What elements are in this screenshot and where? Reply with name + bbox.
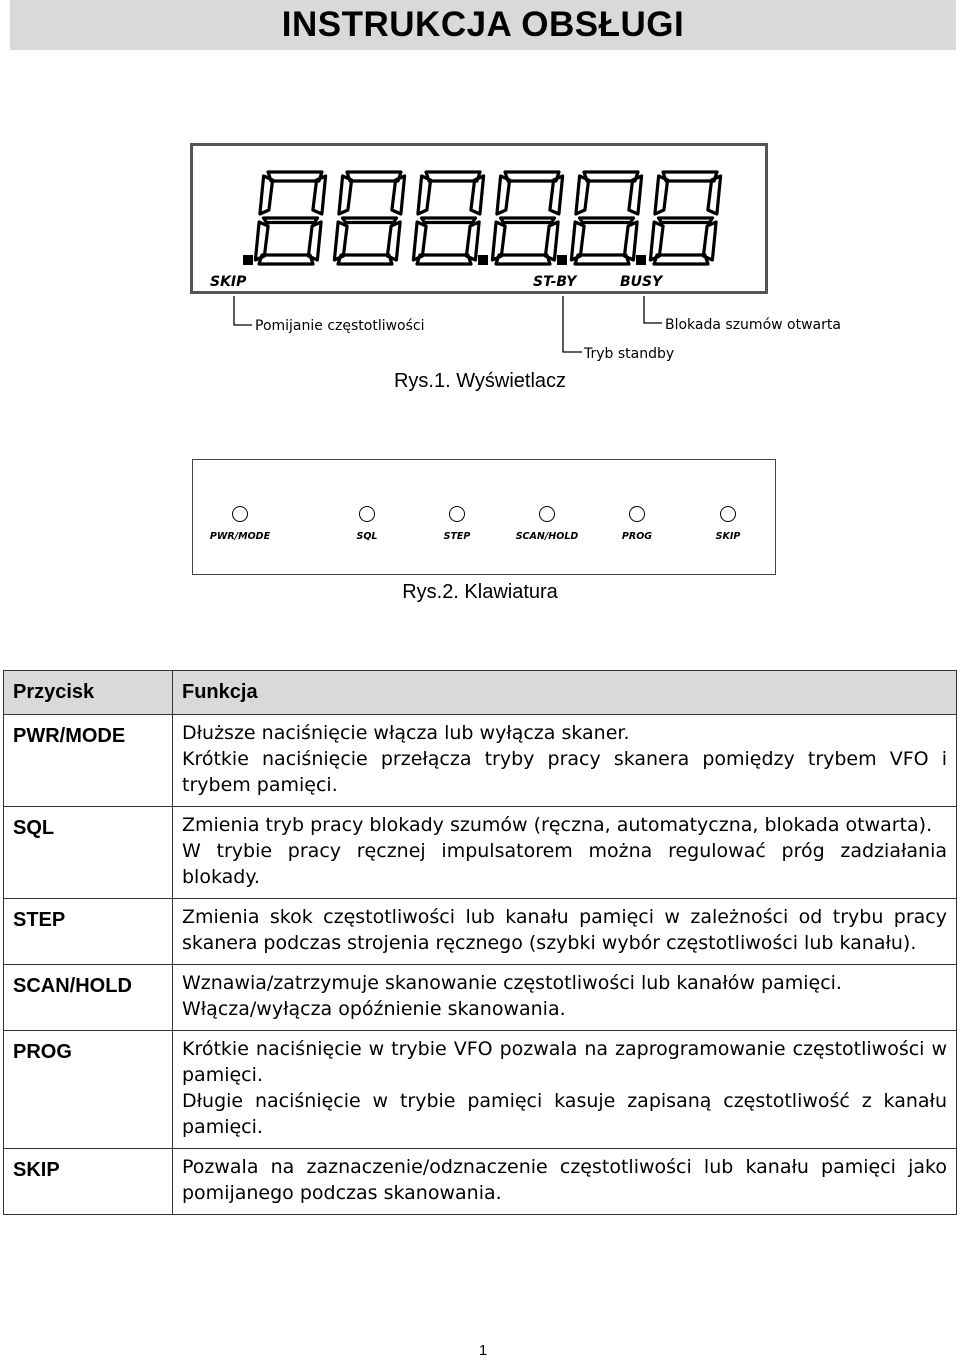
led-icon [720, 506, 736, 522]
table-row [4, 899, 957, 965]
row-function [173, 1031, 957, 1149]
header-button: Przycisk [4, 671, 173, 715]
table-header-row [4, 671, 957, 715]
stby-callout-label: Tryb standby [584, 346, 675, 362]
key-prog[interactable] [587, 506, 687, 542]
led-icon [359, 506, 375, 522]
header-function: Funkcja [173, 671, 957, 715]
skip-indicator: SKIP [210, 274, 247, 290]
function-line: Włącza/wyłącza opóźnienie skanowania. [182, 998, 566, 1020]
busy-indicator: BUSY [620, 274, 663, 290]
led-icon [449, 506, 465, 522]
decimal-point [243, 255, 253, 265]
row-function [173, 899, 957, 965]
stby-indicator: ST-BY [533, 274, 577, 290]
row-button: SKIP [4, 1149, 173, 1215]
display-segment [347, 172, 401, 181]
display-figure [0, 0, 960, 380]
row-function [173, 965, 957, 1031]
display-segment [663, 172, 717, 181]
function-line: Zmienia skok częstotliwości lub kanału pamięci w zależności od trybu pracy skanera podczas strojenia ręcznego (szybki wybór częstotliwości lub kanału). [182, 906, 947, 954]
row-button: PWR/MODE [4, 715, 173, 807]
display-segment [501, 218, 555, 223]
display-segment [422, 218, 476, 223]
key-label: PWR/MODE [209, 531, 271, 542]
figure2-caption: Rys.2. Klawiatura [402, 581, 558, 603]
display-segment [338, 255, 392, 264]
skip-callout-label: Pomijanie częstotliwości [255, 318, 425, 334]
row-button: SQL [4, 807, 173, 899]
busy-callout-line [644, 296, 662, 323]
function-line: Długie naciśnięcie w trybie pamięci kasuje zapisaną częstotliwość z kanału pamięci. [182, 1090, 947, 1138]
key-label: SQL [356, 531, 378, 542]
keyboard-panel [192, 459, 776, 575]
key-pwr-mode[interactable] [190, 506, 290, 542]
led-icon [629, 506, 645, 522]
key-sql[interactable] [317, 506, 417, 542]
display-segment [259, 255, 313, 264]
display-segment [575, 255, 629, 264]
decimal-point [478, 255, 488, 265]
row-function [173, 715, 957, 807]
row-button: PROG [4, 1031, 173, 1149]
table-row [4, 1031, 957, 1149]
led-icon [232, 506, 248, 522]
display-segment [659, 218, 713, 223]
function-table [3, 670, 957, 1215]
page-number: 1 [478, 1342, 488, 1359]
table-row [4, 715, 957, 807]
key-label: SKIP [715, 531, 741, 542]
led-icon [539, 506, 555, 522]
function-line: W trybie pracy ręcznej impulsatorem można regulować próg zadziałania blokady. [182, 840, 947, 888]
display-segment [343, 218, 397, 223]
stby-callout-line [563, 296, 582, 352]
function-line: Dłuższe naciśnięcie włącza lub wyłącza skaner. [182, 722, 630, 744]
row-function [173, 1149, 957, 1215]
row-button: STEP [4, 899, 173, 965]
table-row [4, 807, 957, 899]
function-line: Pozwala na zaznaczenie/odznaczenie częstotliwości lub kanału pamięci jako pomijanego podczas skanowania. [182, 1156, 947, 1204]
display-segment [426, 172, 480, 181]
decimal-point [636, 255, 646, 265]
key-label: PROG [621, 531, 653, 542]
display-segment [268, 172, 322, 181]
display-segment [580, 218, 634, 223]
function-line: Krótkie naciśnięcie przełącza tryby pracy skanera pomiędzy trybem VFO i trybem pamięci. [182, 748, 947, 796]
table-row [4, 1149, 957, 1215]
function-line: Zmienia tryb pracy blokady szumów (ręczna, automatyczna, blokada otwarta). [182, 814, 933, 836]
display-segment [505, 172, 559, 181]
decimal-point [557, 255, 567, 265]
skip-callout-line [234, 296, 252, 325]
key-scan-hold[interactable] [497, 506, 597, 542]
function-line: Krótkie naciśnięcie w trybie VFO pozwala na zaprogramowanie częstotliwości w pamięci. [182, 1038, 947, 1086]
display-segment [496, 255, 550, 264]
function-line: Wznawia/zatrzymuje skanowanie częstotliwości lub kanałów pamięci. [182, 972, 842, 994]
key-skip[interactable] [678, 506, 778, 542]
key-label: SCAN/HOLD [515, 531, 579, 542]
seven-segment-digits [243, 172, 721, 265]
display-segment [654, 255, 708, 264]
display-segment [417, 255, 471, 264]
display-segment [584, 172, 638, 181]
page-title: INSTRUKCJA OBSŁUGI [281, 5, 685, 44]
figure1-caption: Rys.1. Wyświetlacz [393, 370, 567, 392]
row-button: SCAN/HOLD [4, 965, 173, 1031]
key-step[interactable] [407, 506, 507, 542]
display-segment [264, 218, 318, 223]
key-label: STEP [443, 531, 471, 542]
row-function [173, 807, 957, 899]
busy-callout-label: Blokada szumów otwarta [665, 317, 841, 333]
table-row [4, 965, 957, 1031]
